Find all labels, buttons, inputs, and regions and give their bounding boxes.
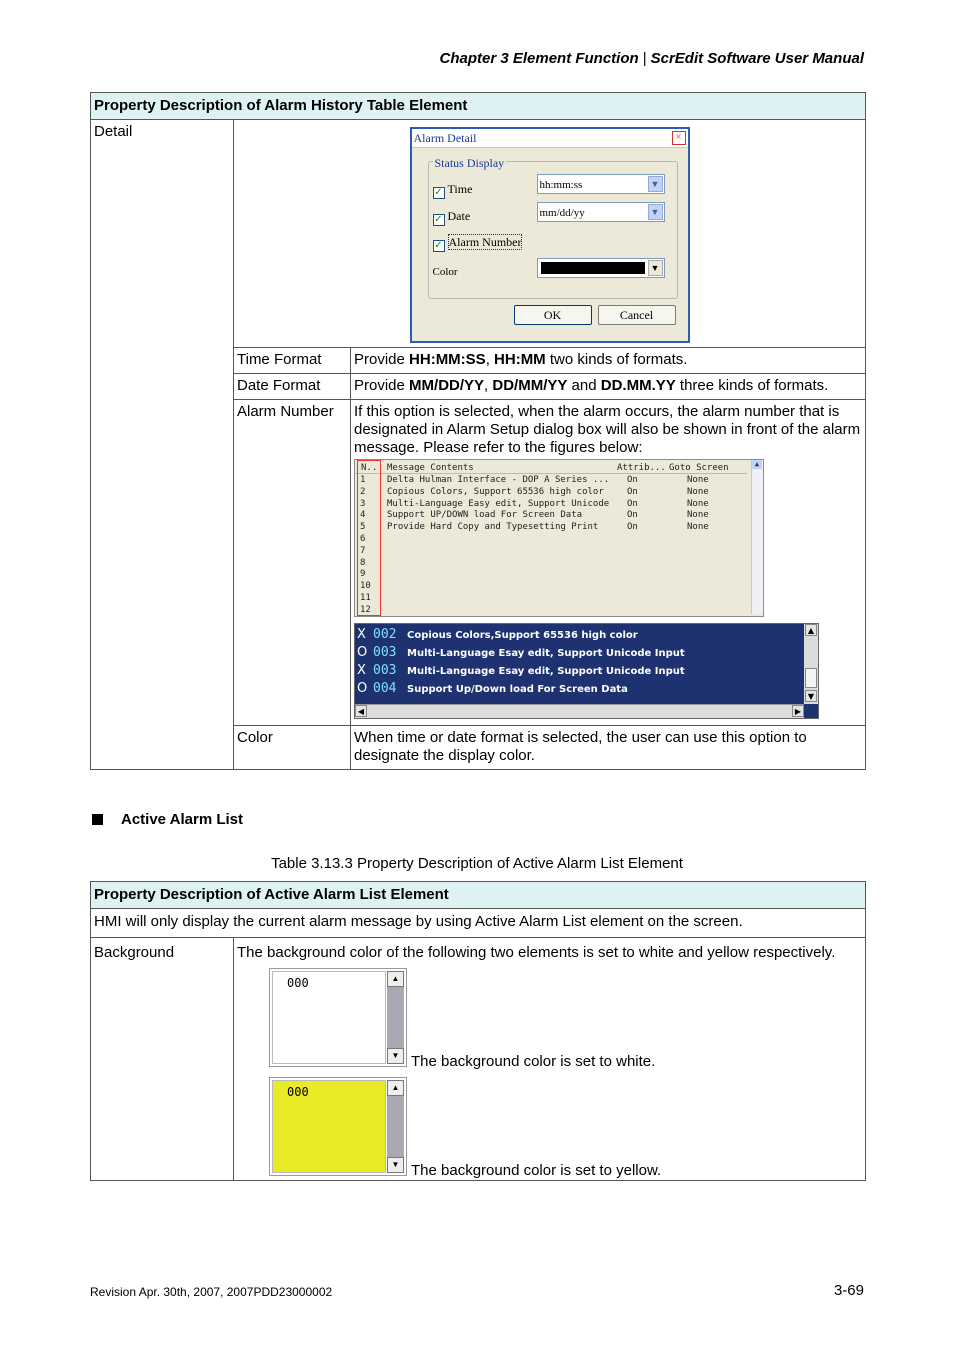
alarm-message: Support Up/Down load For Screen Data: [407, 684, 628, 695]
row-number: 2: [360, 486, 366, 497]
color-picker[interactable]: [537, 258, 665, 278]
scroll-down-icon[interactable]: ▼: [387, 1048, 404, 1064]
white-example: [269, 968, 862, 1070]
chapter-title: Chapter 3 Element Function: [439, 50, 639, 67]
chevron-down-icon: ▼: [648, 176, 663, 192]
message-cell: Delta Hulman Interface - DOP A Series ...: [387, 475, 610, 485]
page-number: 3-69: [833, 1282, 864, 1299]
alarm-message: Multi-Language Esay edit, Support Unicode Input: [407, 648, 685, 659]
row-number: 8: [360, 557, 366, 568]
date-format-select[interactable]: [537, 202, 665, 222]
row-number: 1: [360, 475, 366, 485]
goto-cell: None: [687, 510, 709, 521]
header-n: N..: [361, 463, 378, 473]
date-checkbox[interactable]: [433, 207, 471, 226]
time-checkbox[interactable]: [433, 180, 473, 199]
goto-cell: None: [687, 498, 709, 509]
scroll-down-icon[interactable]: ▼: [805, 690, 817, 702]
list-header: [355, 462, 747, 474]
header-separator: |: [642, 50, 647, 67]
background-text: The background color of the following two elements is set to white and yellow respectively.: [237, 944, 836, 961]
attrib-cell: On: [627, 498, 638, 509]
attrib-cell: On: [627, 522, 638, 533]
alarm-history-table: [90, 92, 866, 770]
status-display-group: [428, 156, 678, 299]
scrollbar[interactable]: [387, 1080, 404, 1173]
scroll-left-icon[interactable]: ◀: [355, 705, 367, 717]
time-format-desc: Provide HH:MM:SS, HH:MM two kinds of formats.: [351, 348, 866, 374]
date-format-label: Date Format: [234, 374, 351, 400]
alarm-number: 003: [373, 645, 397, 660]
chevron-down-icon: ▼: [648, 204, 663, 220]
row-number: 6: [360, 534, 366, 544]
date-format-value: mm/dd/yy: [539, 207, 585, 219]
scroll-thumb[interactable]: [805, 668, 817, 688]
list-item[interactable]: [357, 660, 685, 678]
alarm-message: Copious Colors,Support 65536 high color: [407, 630, 638, 641]
list-item[interactable]: [357, 642, 685, 660]
header-attrib: Attrib...: [617, 463, 666, 473]
section-heading: [92, 811, 243, 828]
row-number: 5: [360, 522, 366, 533]
footer-revision: Revision Apr. 30th, 2007, 2007PDD23000002: [90, 1285, 333, 1299]
scroll-up-icon[interactable]: ▲: [387, 1080, 404, 1096]
alarm-number: 003: [373, 663, 397, 678]
alarm-number: 002: [373, 627, 397, 642]
scroll-up-icon[interactable]: ▲: [387, 971, 404, 987]
alarm-number: 004: [373, 681, 397, 696]
bullet-square-icon: [92, 814, 103, 825]
date-format-desc: Provide MM/DD/YY, DD/MM/YY and DD.MM.YY three kinds of formats.: [351, 374, 866, 400]
color-swatch: [541, 262, 645, 274]
goto-cell: None: [687, 522, 709, 533]
table-caption: Table 3.13.3 Property Description of Active Alarm List Element: [271, 855, 683, 872]
color-row: [433, 262, 458, 281]
alarm-number-row-label: Alarm Number: [234, 400, 351, 726]
row-number: 11: [360, 593, 371, 603]
attrib-cell: On: [627, 486, 638, 497]
dialog-cell: [234, 120, 866, 348]
manual-title: ScrEdit Software User Manual: [650, 50, 864, 67]
alarm-number-text: If this option is selected, when the alarm occurs, the alarm number that is designated in Alarm Setup dialog box will also be shown in front of the alarm message. Please refer to the figures below:: [354, 403, 861, 456]
dialog-title: Alarm Detail: [412, 129, 688, 148]
alarm-message: Multi-Language Esay edit, Support Unicode Input: [407, 666, 685, 677]
alarm-detail-dialog: [410, 127, 690, 343]
table-title: Property Description of Alarm History Table Element: [91, 93, 866, 120]
yellow-list-content: [272, 1080, 386, 1173]
page-header: [439, 50, 864, 67]
ok-button[interactable]: OK: [514, 305, 592, 325]
check-icon: ✓: [434, 240, 443, 251]
scroll-right-icon[interactable]: ▶: [792, 705, 804, 717]
scroll-up-icon[interactable]: ▲: [752, 460, 762, 469]
goto-cell: None: [687, 486, 709, 497]
status-symbol: X: [357, 627, 366, 642]
attrib-cell: On: [627, 475, 638, 485]
color-row-label: Color: [234, 726, 351, 770]
background-label: Background: [91, 938, 234, 1181]
close-icon[interactable]: ×: [672, 131, 686, 145]
list-item[interactable]: [357, 624, 638, 642]
detail-label: Detail: [91, 120, 234, 770]
header-goto: Goto Screen: [669, 463, 729, 473]
message-cell: Copious Colors, Support 65536 high color: [387, 486, 604, 497]
horizontal-scrollbar[interactable]: [355, 704, 804, 718]
vertical-scrollbar[interactable]: [804, 624, 818, 704]
active-alarm-figure: [354, 623, 819, 719]
alarm-list-figure: [354, 459, 764, 617]
time-label: Time: [447, 182, 473, 196]
color-desc: When time or date format is selected, the user can use this option to designate the display color.: [351, 726, 866, 770]
status-symbol: O: [357, 681, 368, 696]
check-icon: ✓: [434, 214, 443, 225]
white-list-content: [272, 971, 386, 1064]
attrib-cell: On: [627, 510, 638, 521]
white-list-box: [269, 968, 407, 1067]
section-title: Active Alarm List: [121, 811, 243, 828]
alarm-number-label: Alarm Number: [448, 235, 522, 249]
time-format-select[interactable]: [537, 174, 665, 194]
row-number: 3: [360, 498, 366, 509]
yellow-list-box: [269, 1077, 407, 1176]
message-cell: Provide Hard Copy and Typesetting Print: [387, 522, 599, 533]
scroll-down-icon[interactable]: ▼: [387, 1157, 404, 1173]
alarm-number-desc: [351, 400, 866, 726]
yellow-list-value: 000: [287, 1085, 309, 1099]
row-number: 10: [360, 581, 371, 592]
active-alarm-table: [90, 881, 866, 1181]
background-desc: [234, 938, 866, 1181]
status-symbol: X: [357, 663, 366, 678]
time-format-value: hh:mm:ss: [539, 179, 583, 191]
cancel-button[interactable]: Cancel: [598, 305, 676, 325]
table-title: Property Description of Active Alarm List Element: [91, 882, 866, 909]
row-number: 12: [360, 604, 371, 615]
message-cell: Multi-Language Easy edit, Support Unicode: [387, 498, 610, 509]
table-intro: HMI will only display the current alarm message by using Active Alarm List element on the screen.: [91, 909, 866, 938]
alarm-number-checkbox[interactable]: [433, 233, 523, 252]
row-number: 7: [360, 545, 366, 556]
row-number: 4: [360, 510, 366, 521]
time-format-label: Time Format: [234, 348, 351, 374]
date-label: Date: [447, 209, 471, 223]
white-list-value: 000: [287, 976, 309, 990]
group-legend: Status Display: [434, 156, 505, 170]
header-message: Message Contents: [387, 463, 474, 473]
list-item[interactable]: [357, 678, 628, 696]
goto-cell: None: [687, 475, 709, 485]
white-caption: The background color is set to white.: [411, 1053, 656, 1070]
message-cell: Support UP/DOWN load For Screen Data: [387, 510, 583, 521]
color-label: Color: [432, 266, 458, 278]
check-icon: ✓: [434, 187, 443, 198]
scrollbar[interactable]: [751, 460, 763, 614]
scroll-up-icon[interactable]: ▲: [805, 624, 817, 636]
scrollbar[interactable]: [387, 971, 404, 1064]
row-number: 9: [360, 569, 366, 580]
yellow-example: [269, 1077, 862, 1179]
chevron-down-icon: ▼: [648, 260, 663, 276]
status-symbol: O: [357, 645, 368, 660]
yellow-caption: The background color is set to yellow.: [411, 1162, 662, 1179]
